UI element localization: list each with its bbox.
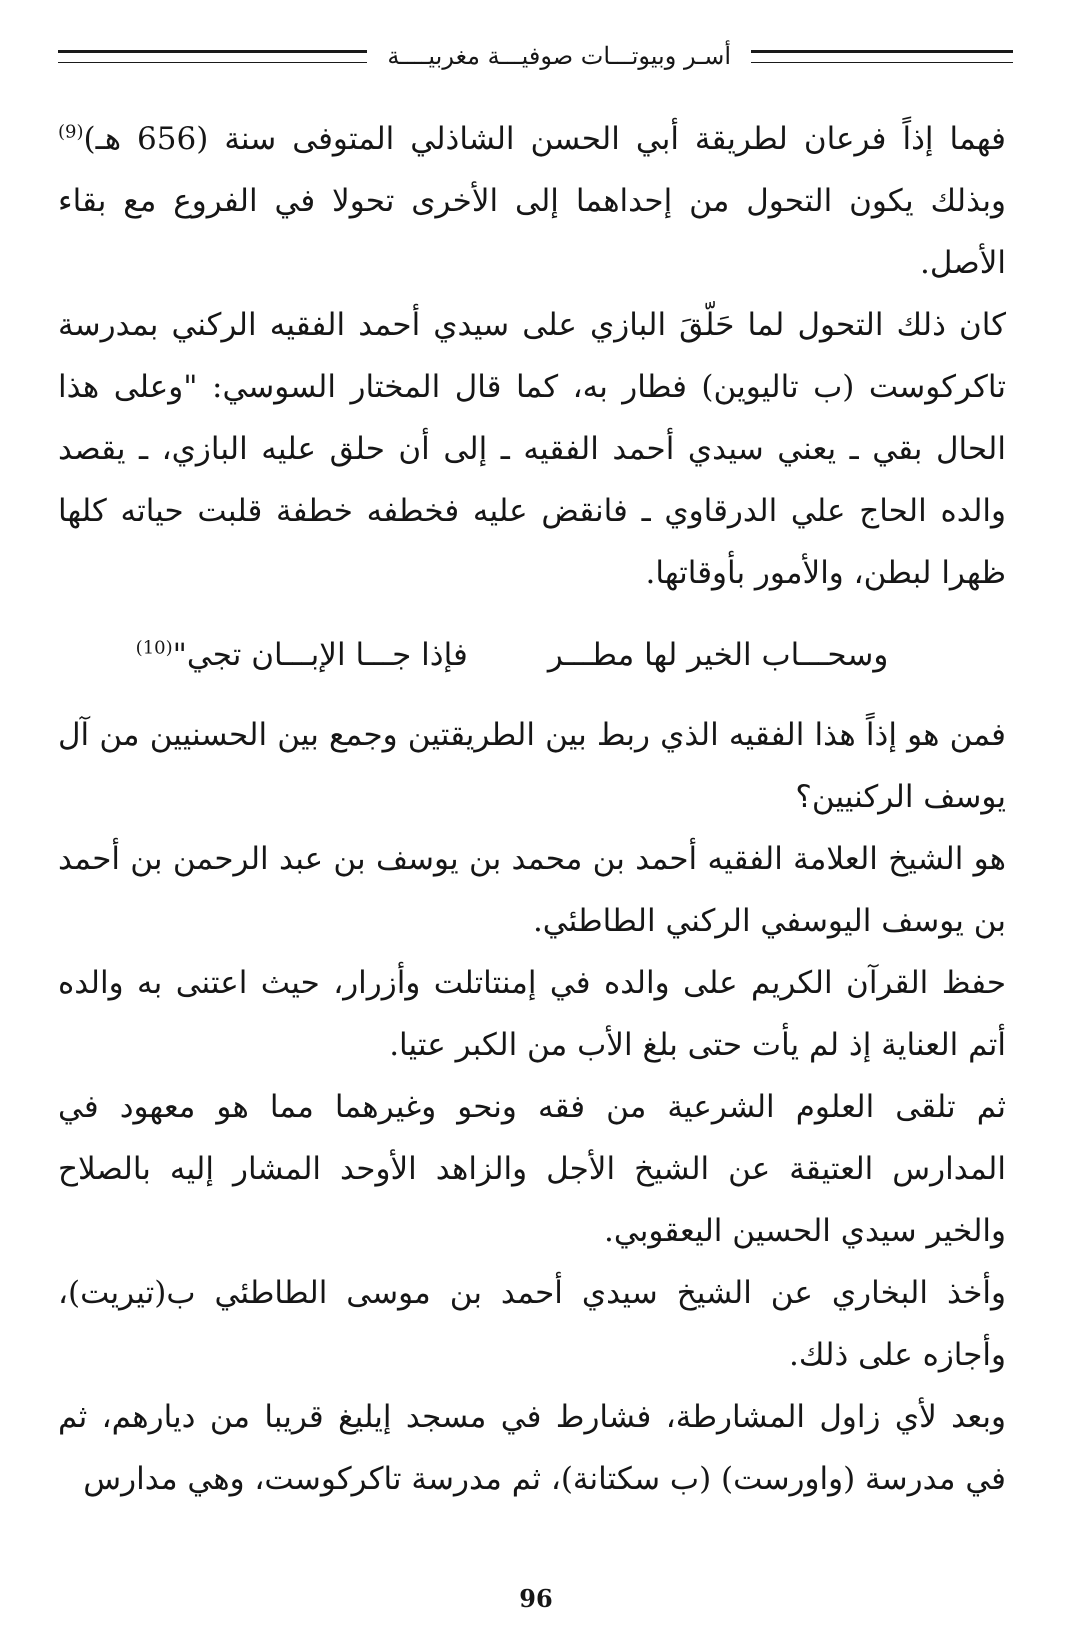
- paragraph-5: حفظ القرآن الكريم على والده في إمنتاتلت وأزرار، حيث اعتنى به والده أتم العناية إذ لم يأت حتى بلغ الأب من الكبر عتيا.: [58, 965, 1006, 1063]
- paragraph-6: ثم تلقى العلوم الشرعية من فقه ونحو وغيرهما مما هو معهود في المدارس العتيقة عن الشيخ الأجل والزاهد الأوحد المشار إليه بالصلاح والخير سيدي الحسين اليعقوبي.: [58, 1089, 1006, 1249]
- verse-line: [58, 624, 1006, 686]
- footnote-ref-9: (9): [58, 121, 84, 143]
- paragraph-2: كان ذلك التحول لما حَلّقَ البازي على سيدي أحمد الفقيه الركني بمدرسة تاكركوست (ب تاليوين) فطار به، كما قال المختار السوسي: "وعلى هذا الحال بقي ـ يعني سيدي أحمد الفقيه ـ إلى أن حلق عليه البازي، ـ يقصد والده الحاج علي الدرقاوي ـ فانقض عليه فخطفه خطفة قلبت حياته كلها ظهرا لبطن، والأمور بأوقاتها.: [58, 307, 1006, 591]
- page-number: 96: [519, 1584, 553, 1613]
- paragraph-8: وبعد لأي زاول المشارطة، فشارط في مسجد إيليغ قريبا من ديارهم، ثم في مدرسة (واورست) (ب سكتانة)، ثم مدرسة تاكركوست، وهي مدارس: [58, 1399, 1006, 1497]
- running-title: أسـر وبيوتـــات صوفيـــة مغربيــــة: [387, 42, 731, 70]
- paragraph-1-tail: وبذلك يكون التحول من إحداهما إلى الأخرى تحولا في الفروع مع بقاء الأصل.: [58, 183, 1006, 281]
- footnote-ref-10: (10): [135, 637, 173, 659]
- body-text: [58, 108, 1006, 1510]
- verse-first-hemistich: وسحـــاب الخير لها مطـــر: [547, 637, 889, 673]
- verse-second-text: فإذا جـــا الإبـــان تجي": [172, 637, 468, 673]
- header-rule-left: [58, 50, 367, 63]
- running-header: [58, 36, 1013, 76]
- paragraph-1: [58, 108, 1006, 294]
- paragraph-1-text: فهما إذاً فرعان لطريقة أبي الحسن الشاذلي المتوفى سنة (656 هـ): [83, 121, 1006, 157]
- paragraph-7: وأخذ البخاري عن الشيخ سيدي أحمد بن موسى الطاطئي ب(تيريت)، وأجازه على ذلك.: [58, 1275, 1006, 1373]
- paragraph-4: هو الشيخ العلامة الفقيه أحمد بن محمد بن يوسف بن عبد الرحمن بن أحمد بن يوسف اليوسفي الركني الطاطئي.: [58, 841, 1006, 939]
- header-rule-right: [751, 50, 1013, 63]
- verse-second-hemistich: [136, 624, 468, 686]
- paragraph-3: فمن هو إذاً هذا الفقيه الذي ربط بين الطريقتين وجمع بين الحسنيين من آل يوسف الركنيين؟: [58, 717, 1006, 815]
